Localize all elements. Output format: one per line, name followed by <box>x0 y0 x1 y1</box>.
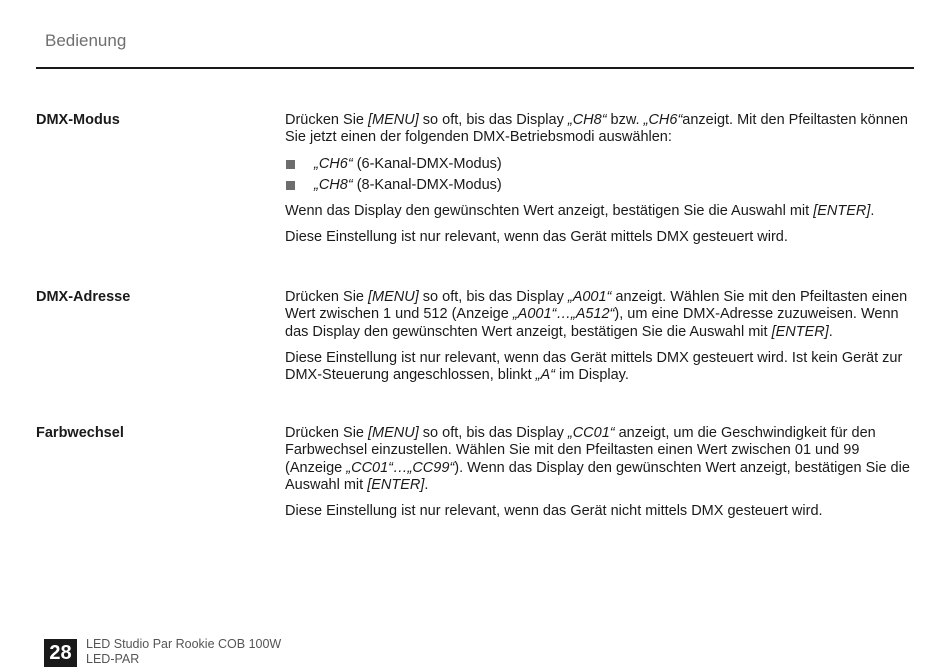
paragraph: Diese Einstellung ist nur relevant, wenn das Gerät mittels DMX gesteuert wird. <box>285 229 788 246</box>
key-name: [ENTER] <box>367 476 425 493</box>
display-code: „CH6“ <box>643 112 683 128</box>
text-run: so oft, bis das Display <box>418 425 568 441</box>
section-label: DMX-Adresse <box>36 289 131 305</box>
text-run: Drücken Sie <box>285 425 369 441</box>
paragraph <box>285 350 914 385</box>
footer-product-name: LED Studio Par Rookie COB 100W <box>86 637 282 651</box>
paragraph <box>285 112 914 147</box>
paragraph <box>285 203 914 220</box>
page-number: 28 <box>44 639 77 667</box>
list-item-text: (6-Kanal-DMX-Modus) <box>352 155 502 172</box>
section-label: Farbwechsel <box>36 425 124 441</box>
display-code: „CC01“…„CC99“ <box>346 459 455 476</box>
footer-product-info <box>86 637 281 666</box>
mode-list <box>285 156 914 195</box>
text-run: Drücken Sie <box>285 289 369 305</box>
display-code: „CC01“ <box>567 425 615 441</box>
text-run: Wenn das Display den gewünschten Wert anzeigt, bestätigen Sie die Auswahl mit <box>285 203 814 220</box>
key-name: [MENU] <box>368 289 419 305</box>
key-name: [MENU] <box>368 112 419 128</box>
text-run: so oft, bis das Display <box>418 289 568 305</box>
display-code: „CH6“ <box>314 155 353 172</box>
key-name: [MENU] <box>368 425 419 441</box>
section-body <box>285 289 914 393</box>
square-bullet-icon <box>286 181 295 190</box>
display-code: „A“ <box>535 367 556 384</box>
page-header-title: Bedienung <box>45 31 127 50</box>
text-run: bzw. <box>606 112 644 128</box>
key-name: [ENTER] <box>813 203 871 220</box>
header-divider <box>36 67 914 69</box>
text-run: . <box>828 323 833 340</box>
square-bullet-icon <box>286 160 295 169</box>
list-item <box>285 177 914 194</box>
display-code: „A001“ <box>567 289 612 305</box>
paragraph <box>285 289 914 341</box>
text-run: . <box>870 203 875 220</box>
key-name: [ENTER] <box>771 323 829 340</box>
display-code: „CH8“ <box>567 112 607 128</box>
text-run: ), um eine DMX-Adresse zuzuweisen. Wenn das Display den gewünschten Wert anzeigt, bestätigen Sie die Auswahl mit <box>285 306 899 340</box>
text-run: anzeigt. Wählen Sie mit den Pfeiltasten einen Wert zwischen 1 und 512 (Anzeige <box>285 289 908 323</box>
display-code: „CH8“ <box>314 176 353 193</box>
text-run: im Display. <box>555 367 629 384</box>
section-body <box>285 112 914 256</box>
paragraph <box>285 425 914 494</box>
text-run: Diese Einstellung ist nur relevant, wenn das Gerät mittels DMX gesteuert wird. Ist kein Gerät zur DMX-Steuerung angeschlossen, blinkt <box>285 349 903 384</box>
text-run: Drücken Sie <box>285 112 369 128</box>
text-run: anzeigt. Mit den Pfeiltasten können Sie jetzt einen der folgenden DMX-Betriebsmodi auswählen: <box>285 112 908 146</box>
section-body <box>285 425 914 529</box>
text-run: so oft, bis das Display <box>418 112 568 128</box>
text-run: ). Wenn das Display den gewünschten Wert anzeigt, bestätigen Sie die Auswahl mit <box>285 459 910 493</box>
list-item-text: (8-Kanal-DMX-Modus) <box>352 176 502 193</box>
section-label: DMX-Modus <box>36 112 120 128</box>
display-code: „A001“…„A512“ <box>512 306 615 323</box>
footer-product-type: LED-PAR <box>86 651 140 666</box>
paragraph: Diese Einstellung ist nur relevant, wenn das Gerät nicht mittels DMX gesteuert wird. <box>285 503 823 520</box>
text-run: . <box>424 476 429 493</box>
list-item <box>285 156 914 173</box>
text-run: anzeigt, um die Geschwindigkeit für den Farbwechsel einzustellen. Wählen Sie mit den Pfeiltasten einen Wert zwischen 01 und 99 (Anzeige <box>285 425 876 476</box>
